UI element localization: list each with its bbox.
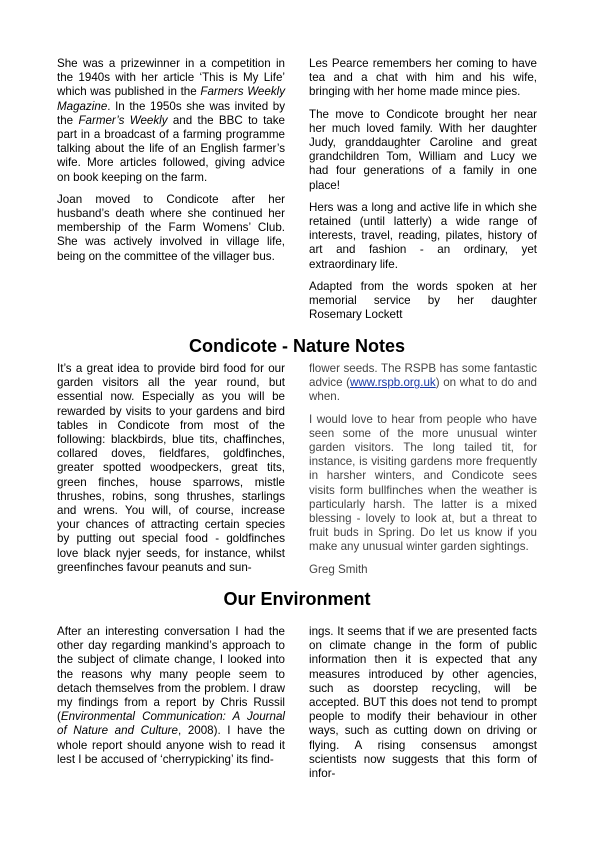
rspb-link[interactable]: www.rspb.org.uk <box>350 376 436 390</box>
report-title: Environmental Communication: A Journal of Nature and Culture <box>57 710 285 738</box>
text-run: After an interesting conversation I had the other day regarding mankind’s approach to the subject of climate change, I looked into the reasons why many people seem to detach themselves from the problem. I draw my findings from a report by Chris Russil ( <box>57 625 285 724</box>
nature-left-column <box>57 362 285 583</box>
nature-author: Greg Smith <box>309 562 368 576</box>
publication-title: Farmer’s Weekly <box>78 113 168 127</box>
text-run: ) on what to do and when. <box>309 376 537 404</box>
text-run: , 2008). I have the whole report should anyone wish to read it lest I be accused of ‘cherrypicking’ its find- <box>57 724 285 766</box>
memorial-right-column <box>309 57 537 330</box>
environment-paragraph <box>57 625 285 767</box>
memorial-paragraph: Hers was a long and active life in which she retained (until latterly) a wide range of interests, travel, reading, pilates, history of art and fashion - an ordinary, yet extraordinary life. <box>309 200 537 271</box>
nature-paragraph: I would love to hear from people who have seen some of the more unusual winter garden visitors. The long tailed tit, for instance, is visiting gardens more frequently in harsher winters, and Condicote sees visits form bullfinches when the weather is particularly harsh. The latter is a mixed blessing - lovely to look at, but a threat to fruit buds in Spring. Do let us know if you make any unusual winter garden sightings. <box>309 412 537 554</box>
nature-right-column <box>309 362 537 585</box>
nature-paragraph <box>309 362 537 405</box>
text-run: . In the 1950s she was invited by the <box>57 99 285 127</box>
text-run: flower seeds. The RSPB has some fantastic advice ( <box>309 362 537 390</box>
memorial-paragraph: Joan moved to Condicote after her husband’s death where she continued her membership of the Farm Womens’ Club. She was actively involved in village life, being on the committee of the villager bus. <box>57 192 285 263</box>
publication-title: Farmers Weekly Magazine <box>57 85 285 113</box>
nature-paragraph: It’s a great idea to provide bird food for our garden visitors all the year round, but essential now. Especially as you will be rewarded by visits to your gardens and bird tables in Condicote from most of the following: blackbirds, blue tits, chaffinches, collared doves, fieldfares, goldfinches, greater spotted woodpeckers, great tits, green finches, house sparrows, mistle thrushes, robins, song thrushes, starlings and wrens. You will, of course, increase your chances of attracting certain species by putting out special food - goldfinches love black nyjer seeds, for instance, whilst greenfinches favour peanuts and sun- <box>57 362 285 574</box>
memorial-paragraph <box>57 57 285 185</box>
environment-right-column <box>309 625 537 789</box>
environment-heading: Our Environment <box>223 589 371 609</box>
text-run: and the BBC to take part in a broadcast of a farming programme talking about the life of an English farmer’s wife. More articles followed, giving advice on book keeping on the farm. <box>57 113 285 184</box>
memorial-paragraph: Les Pearce remembers her coming to have tea and a chat with him and his wife, bringing with her home made mince pies. <box>309 57 537 99</box>
environment-left-column <box>57 625 285 775</box>
text-run: She was a prizewinner in a competition in the 1940s with her article ‘This is My Life’ which was published in the <box>57 57 285 99</box>
memorial-left-column <box>57 57 285 272</box>
nature-notes-heading: Condicote - Nature Notes <box>188 336 406 356</box>
memorial-paragraph: The move to Condicote brought her near her much loved family. With her daughter Judy, granddaughter Caroline and great grandchildren Tom, William and Lucy we had four generations of a family in one place! <box>309 107 537 192</box>
environment-paragraph: ings. It seems that if we are presented facts on climate change in the form of public information then it is expected that any measures introduced by other agencies, such as doorstep recycling, will be accepted. BUT this does not tend to prompt people to modify their behaviour in other ways, such as cutting down on driving or flying. A rising consensus amongst scientists now suggests that this form of infor- <box>309 625 537 781</box>
memorial-attribution: Adapted from the words spoken at her memorial service by her daughter Rosemary Lockett <box>309 279 537 322</box>
